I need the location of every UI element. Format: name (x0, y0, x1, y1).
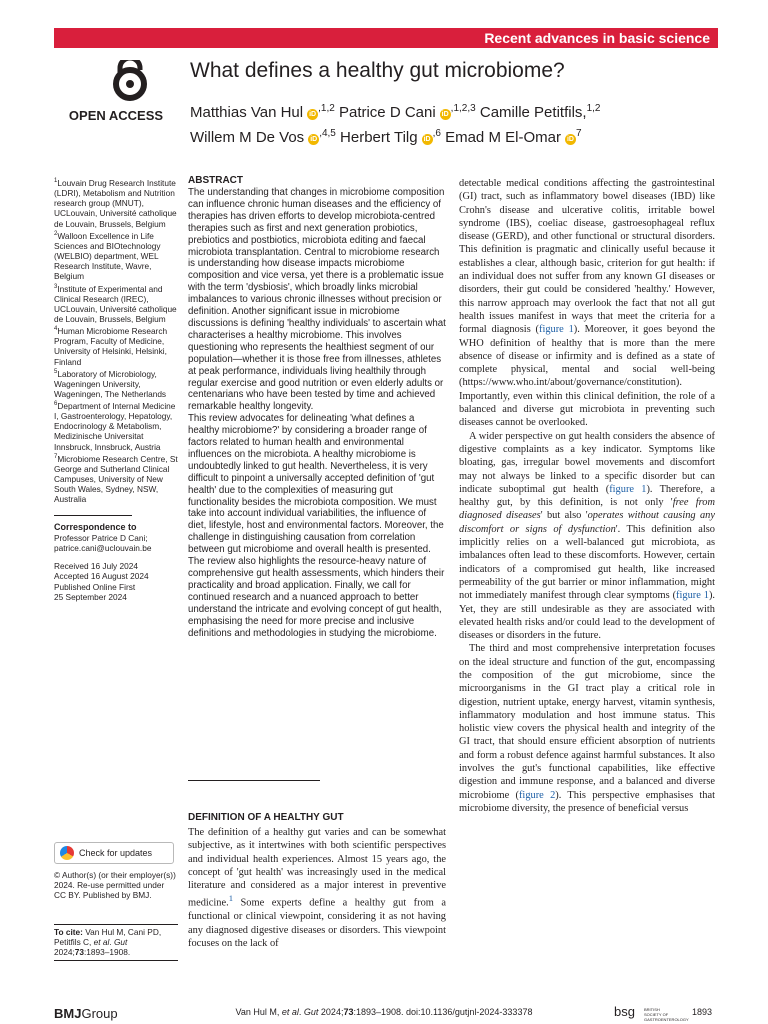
correspondence-heading: Correspondence to (54, 521, 137, 532)
correspondence-email[interactable]: patrice.cani@uclouvain.be (54, 543, 152, 554)
body-paragraph: The third and most comprehensive interpretation focuses on the ideal structure and function of the gut, encompassing the composition of the gut microbiome, since the microorganisms in the GI tract play a critical role in digestion, nutrient uptake, energy harvest, vitamin synthesis, inflammatory modulation and host immune status. This holistic view covers the physical health and integrity of the GI tract, that should ensure efficient absorption of nutrients and form a robust defence against harmful substances. It also involves the gut's functional capabilities, like effective digestion and immune response, and a balanced and diverse microbiome (figure 2). This perspective emphasises that microbiome diversity, the presence of beneficial versus (459, 643, 715, 814)
affiliation: $^1$Louvain Drug Research Institute (LDRI), Metabolism and Nutrition research group (MNUT), UCLouvain, Université catholique de Louvain, Brussels, Belgium (54, 177, 177, 229)
abstract-section (188, 174, 446, 639)
author-name[interactable]: Emad M El-Omar (445, 129, 561, 146)
author-name[interactable]: Camille Petitfils, (479, 104, 587, 121)
crossmark-icon (60, 846, 74, 860)
society-logo: bsg (614, 1004, 635, 1019)
date-line: Accepted 16 August 2024 (54, 571, 149, 582)
right-column-body (459, 177, 715, 815)
open-access-label: OPEN ACCESS (68, 108, 164, 123)
divider (54, 515, 132, 516)
author-affiliation: ,1,2 (318, 103, 335, 114)
license-text: © Author(s) (or their employer(s)) 2024. Re-use permitted under CC BY. Published by BMJ. (54, 870, 176, 901)
date-line: Received 16 July 2024 (54, 561, 138, 572)
affiliations-column (54, 176, 180, 602)
section-banner: Recent advances in basic science (54, 28, 718, 48)
page-number: 1893 (692, 1007, 713, 1017)
society-name: BRITISH SOCIETY OF GASTROENTEROLOGY (644, 1007, 689, 1022)
author-name[interactable]: Patrice D Cani (338, 104, 436, 121)
body-paragraph: The definition of a healthy gut varies and can be somewhat subjective, as it intertwines with both scientific perspectives and individual health experiences. Almost 15 years ago, the concept of 'gut health' was increasingly used in the medical literature and considered as a major interest in preventive medicine.$^1$ Some experts define a healthy gut from a functional or clinical viewpoint, considering it as not having any diagnosed digestive diseases or disorders. This viewpoint focuses on the lack of (188, 827, 446, 949)
abstract-paragraph: This review advocates for delineating 'what defines a healthy microbiome?' by considering a broader range of factors related to human health and environmental influences on the microbiota. A healthy microbiome is undoubtedly linked to gut health. Nevertheless, it is very difficult to pinpoint a universally accepted definition of 'gut health' due to the complexities of measuring gut functionality besides the microbiota composition. We must take into account individual variabilities, the influence of diet, lifestyle, host and environmental factors. Moreover, the challenge in distinguishing causation from correlation between gut microbiome and overall health is presented. (188, 413, 444, 556)
affiliation: $^3$Institute of Experimental and Clinical Research (IREC), UCLouvain, Université catholique de Louvain, Brussels, Belgium (54, 283, 177, 324)
figure-link[interactable]: figure 1 (538, 324, 574, 336)
affiliation: $^7$Microbiome Research Centre, St George and Sutherland Clinical Campuses, University of New South Wales, Sydney, NSW, Australia (54, 453, 178, 505)
reference-link[interactable]: 1 (228, 893, 234, 904)
definition-body (188, 826, 446, 950)
author-affiliation: 1,2 (586, 103, 601, 114)
author-name[interactable]: Matthias Van Hul (190, 104, 304, 121)
affiliation: $^6$Department of Internal Medicine I, Gastroenterology, Hepatology, Endocrinology & Metabolism, Medizinische Universitat Innsbruck, Innsbruck, Austria (54, 400, 176, 452)
open-access-logo-icon (100, 60, 160, 102)
check-for-updates-label: Check for updates (79, 848, 153, 858)
author-affiliation: ,6 (432, 128, 441, 139)
affiliation: $^5$Laboratory of Microbiology, Wageningen University, Wageningen, The Netherlands (54, 368, 167, 399)
section-heading: DEFINITION OF A HEALTHY GUT (188, 812, 344, 823)
date-line: 25 September 2024 (54, 591, 127, 602)
correspondence-name: Professor Patrice D Cani; (54, 532, 148, 543)
affiliation: $^2$Walloon Excellence in Life Sciences and BIOtechnology (WELBIO) department, WEL Research Institute, Wavre, Belgium (54, 230, 161, 282)
abstract-paragraph: The understanding that changes in microbiome composition can influence chronic human diseases and the efficiency of therapies has driven efforts to develop microbiota-centred therapies such as first and next generation probiotics, prebiotics and postbiotics, microbiota editing and faecal microbiota transplantation. Central to microbiome research is understanding how disease impacts microbiome composition and vice versa, yet there is a problematic issue with the term 'dysbiosis', which broadly links microbial imbalances to various chronic illnesses without precision or definition. Another significant issue in microbiome discussions is defining 'healthy individuals' to ascertain what characterises a healthy microbiome. This involves questioning who represents the healthiest segment of our population—whether it is those free from illnesses, athletes at peak performance, individuals living healthily through regular exercise and good nutrition or even elderly adults or centenarians who have been tested by time and achieved remarkable healthy longevity. (188, 187, 446, 413)
publisher-logo: BMJGroup (54, 1006, 118, 1021)
abstract-heading: ABSTRACT (188, 175, 243, 186)
footer-citation: Van Hul M, et al. Gut 2024;73:1893–1908. doi:10.1136/gutjnl-2024-333378 (235, 1007, 533, 1017)
body-paragraph: detectable medical conditions affecting the gastrointestinal (GI) tract, such as inflammatory bowel diseases (IBD) like Crohn's disease and ulcerative colitis, irritable bowel syndrome (IBS), coeliac disease, gastroesophageal reflux disease (GERD), and other functional or structural disorders. This definition is pragmatic and clinically useful because it establishes a clear, although basic, criterion for gut health: if an individual does not suffer from any known GI diseases or disorders, their gut could be considered 'healthy.' However, this narrow approach may overlook the fact that not all gut health issues manifest in ways that meet the criteria for a formal diagnosis (figure 1). Moreover, it goes beyond the WHO definition of healthy that is more than the mere absence of disease or infirmity and is defined as a state of complete physical, mental and social well-being (https://www.who.int/about/governance/constitution). Importantly, even within this clinical definition, the role of a balanced and diverse gut microbiota in preventing such diseases cannot be overlooked. (459, 178, 715, 429)
affiliation: $^4$Human Microbiome Research Program, Faculty of Medicine, University of Helsinki, Helsinki, Finland (54, 325, 168, 367)
author-affiliation: ,1,2,3 (450, 103, 476, 114)
orcid-icon[interactable]: iD (310, 136, 318, 143)
author-affiliation: ,4,5 (319, 128, 336, 139)
author-name[interactable]: Willem M De Vos (190, 129, 305, 146)
abstract-divider (188, 780, 320, 781)
body-paragraph: A wider perspective on gut health considers the absence of digestive complaints as a key indicator. Symptoms like bloating, gas, irregular bowel movements and discomfort may not always be linked to a specific disorder but can indicate suboptimal gut health (figure 1). Therefore, a healthy gut, by this definition, is not only 'free from diagnosed diseases' but also 'operates without causing any discomfort or signs of dysfunction'. This definition also implicitly relies on a well-balanced gut microbiota, as imbalances often lead to these discomforts. However, certain indicators of a compromised gut health, like increased permeability of the gut barrier or minor inflammation, might not immediately manifest through clear symptoms (figure 1). Yet, they are still undesirable as they are associated with elevated health risks and/or could lead to the development of diseases or disorders in the future. (459, 430, 716, 642)
orcid-icon[interactable]: iD (441, 111, 449, 118)
figure-link[interactable]: figure 1 (609, 483, 647, 495)
orcid-icon[interactable]: iD (309, 111, 317, 118)
author-affiliation: 7 (575, 128, 582, 139)
orcid-icon[interactable]: iD (566, 136, 574, 143)
author-name[interactable]: Herbert Tilg (340, 129, 418, 146)
orcid-icon[interactable]: iD (423, 136, 431, 143)
citation-box: To cite: Van Hul M, Cani PD, Petitfils C, et al. Gut 2024;73:1893–1908. (54, 924, 178, 961)
author-list (190, 98, 730, 148)
figure-link[interactable]: figure 1 (676, 590, 709, 602)
check-for-updates-button[interactable] (54, 842, 174, 864)
abstract-paragraph: The review also highlights the resource-heavy nature of comprehensive gut health assessments, which hinders their practicality and broad application. Finally, we call for continued research and a nuanced approach to better understand the intricate and evolving concept of gut health, emphasising the need for more precise and inclusive definitions and methodologies in studying the microbiome. (188, 556, 445, 639)
article-dates (54, 561, 180, 602)
figure-link[interactable]: figure 2 (518, 789, 556, 801)
date-line: Published Online First (54, 581, 136, 592)
article-title: What defines a healthy gut microbiome? (190, 59, 565, 82)
